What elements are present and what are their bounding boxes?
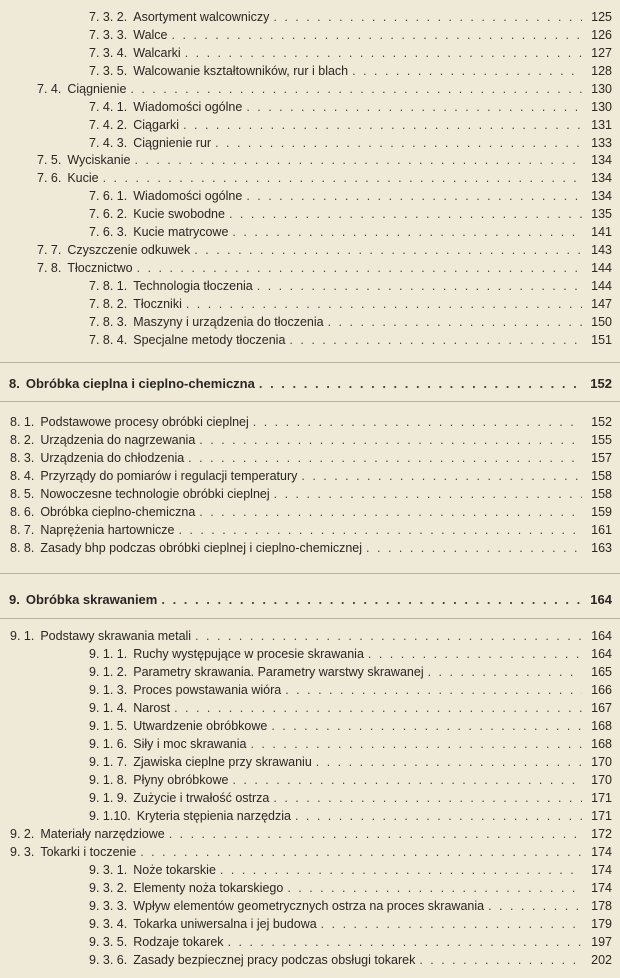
leader-dots (295, 806, 582, 826)
toc-entry (0, 770, 620, 790)
entry-page: 125 (591, 10, 612, 24)
entry-title: Wiadomości ogólne (133, 100, 243, 114)
toc-entry (0, 330, 620, 350)
leader-dots (186, 294, 582, 314)
leader-dots (488, 896, 582, 916)
entry-title: Wiadomości ogólne (133, 189, 243, 203)
chapter-number: 8. (9, 376, 20, 391)
leader-dots (134, 150, 582, 170)
leader-dots (257, 276, 582, 296)
leader-dots (232, 770, 582, 790)
toc-entry (0, 806, 620, 826)
entry-title: Wpływ elementów geometrycznych ostrza na proces skrawania (133, 899, 485, 913)
entry-page: 174 (591, 863, 612, 877)
entry-page: 174 (591, 881, 612, 895)
entry-number: 9. 3. 3. (89, 899, 128, 913)
entry-title: Czyszczenie odkuwek (67, 243, 191, 257)
toc-entry (0, 502, 620, 522)
section-divider (0, 618, 620, 619)
chapter-number: 9. (9, 592, 20, 607)
entry-number: 7. 8. (37, 261, 62, 275)
entry-number: 7. 4. 1. (89, 100, 128, 114)
toc-entry (0, 97, 620, 117)
leader-dots (185, 43, 582, 63)
entry-title: Walce (133, 28, 168, 42)
entry-number: 7. 8. 4. (89, 333, 128, 347)
toc-entry (0, 61, 620, 81)
entry-page: 166 (591, 683, 612, 697)
toc-entry (0, 860, 620, 880)
toc-entry (0, 662, 620, 682)
entry-title: Ciągnienie (67, 82, 127, 96)
entry-number: 7. 6. (37, 171, 62, 185)
entry-page: 131 (591, 118, 612, 132)
leader-dots (274, 484, 582, 504)
leader-dots (289, 330, 582, 350)
toc-entry (0, 538, 620, 558)
entry-number: 9. 1. 8. (89, 773, 128, 787)
entry-number: 7. 6. 3. (89, 225, 128, 239)
entry-number: 9. 1. (10, 629, 35, 643)
entry-page: 178 (591, 899, 612, 913)
chapter-title: Obróbka skrawaniem (25, 592, 158, 607)
toc-entry (0, 79, 620, 99)
leader-dots (259, 374, 582, 394)
leader-dots (232, 222, 582, 242)
entry-title: Asortyment walcowniczy (133, 10, 270, 24)
entry-title: Noże tokarskie (133, 863, 216, 877)
entry-number: 8. 2. (10, 433, 35, 447)
entry-page: 134 (591, 171, 612, 185)
toc-entry (0, 466, 620, 486)
entry-page: 171 (591, 791, 612, 805)
entry-number: 9. 1. 9. (89, 791, 128, 805)
leader-dots (169, 824, 582, 844)
toc-entry (0, 824, 620, 844)
entry-title: Zasady bhp podczas obróbki cieplnej i cieplno-chemicznej (40, 541, 363, 555)
entry-number: 8. 4. (10, 469, 35, 483)
entry-number: 7. 3. 5. (89, 64, 128, 78)
section-divider (0, 401, 620, 402)
entry-page: 158 (591, 487, 612, 501)
entry-number: 7. 5. (37, 153, 62, 167)
entry-title: Płyny obróbkowe (133, 773, 229, 787)
entry-title: Kryteria stępienia narzędzia (136, 809, 291, 823)
leader-dots (273, 7, 582, 27)
toc-entry (0, 950, 620, 970)
leader-dots (368, 644, 582, 664)
entry-page: 168 (591, 737, 612, 751)
entry-title: Zasady bezpiecznej pracy podczas obsługi tokarek (133, 953, 416, 967)
toc-entry (0, 258, 620, 278)
entry-title: Nowoczesne technologie obróbki cieplnej (40, 487, 270, 501)
entry-number: 7. 4. 2. (89, 118, 128, 132)
entry-number: 8. 3. (10, 451, 35, 465)
leader-dots (352, 61, 582, 81)
entry-title: Naprężenia hartownicze (40, 523, 175, 537)
entry-title: Wyciskanie (67, 153, 131, 167)
entry-page: 170 (591, 773, 612, 787)
entry-title: Siły i moc skrawania (133, 737, 247, 751)
leader-dots (246, 97, 582, 117)
leader-dots (183, 115, 582, 135)
leader-dots (316, 752, 582, 772)
leader-dots (195, 626, 582, 646)
leader-dots (130, 79, 582, 99)
leader-dots (188, 448, 582, 468)
entry-page: 144 (591, 261, 612, 275)
entry-page: 164 (591, 629, 612, 643)
entry-title: Kucie matrycowe (133, 225, 229, 239)
entry-title: Walcowanie kształtowników, rur i blach (133, 64, 349, 78)
entry-number: 7. 3. 2. (89, 10, 128, 24)
leader-dots (253, 412, 582, 432)
entry-title: Ciągnienie rur (133, 136, 212, 150)
toc-entry (0, 734, 620, 754)
entry-number: 7. 8. 1. (89, 279, 128, 293)
entry-page: 171 (591, 809, 612, 823)
entry-title: Walcarki (133, 46, 181, 60)
entry-number: 8. 7. (10, 523, 35, 537)
entry-page: 165 (591, 665, 612, 679)
toc-entry (0, 788, 620, 808)
toc-entry (0, 240, 620, 260)
entry-page: 126 (591, 28, 612, 42)
entry-page: 143 (591, 243, 612, 257)
entry-title: Urządzenia do nagrzewania (40, 433, 196, 447)
toc-entry (0, 626, 620, 646)
entry-title: Proces powstawania wióra (133, 683, 282, 697)
leader-dots (285, 680, 582, 700)
leader-dots (172, 25, 583, 45)
entry-page: 202 (591, 953, 612, 967)
toc-entry (0, 520, 620, 540)
leader-dots (161, 590, 582, 610)
entry-number: 9. 1. 4. (89, 701, 128, 715)
entry-title: Zużycie i trwałość ostrza (133, 791, 270, 805)
entry-page: 135 (591, 207, 612, 221)
leader-dots (321, 914, 582, 934)
toc-entry (0, 204, 620, 224)
toc-entry (0, 484, 620, 504)
toc-entry (0, 430, 620, 450)
leader-dots (174, 698, 582, 718)
entry-number: 8. 6. (10, 505, 35, 519)
leader-dots (271, 716, 582, 736)
leader-dots (229, 204, 582, 224)
entry-page: 170 (591, 755, 612, 769)
leader-dots (220, 860, 582, 880)
entry-title: Zjawiska cieplne przy skrawaniu (133, 755, 312, 769)
entry-number: 8. 5. (10, 487, 35, 501)
entry-page: 164 (591, 647, 612, 661)
leader-dots (366, 538, 582, 558)
entry-page: 151 (591, 333, 612, 347)
chapter-heading (0, 590, 620, 610)
entry-page: 130 (591, 100, 612, 114)
chapter-title: Obróbka cieplna i cieplno-chemiczna (25, 376, 255, 391)
entry-page: 161 (591, 523, 612, 537)
chapter-page: 152 (590, 376, 612, 391)
entry-title: Elementy noża tokarskiego (133, 881, 284, 895)
entry-title: Ciągarki (133, 118, 180, 132)
entry-page: 134 (591, 153, 612, 167)
entry-number: 7. 8. 3. (89, 315, 128, 329)
entry-page: 144 (591, 279, 612, 293)
entry-number: 7. 3. 3. (89, 28, 128, 42)
toc-entry (0, 186, 620, 206)
toc-entry (0, 914, 620, 934)
entry-number: 9. 1. 7. (89, 755, 128, 769)
entry-number: 8. 8. (10, 541, 35, 555)
entry-page: 197 (591, 935, 612, 949)
entry-title: Kucie swobodne (133, 207, 225, 221)
entry-title: Narost (133, 701, 171, 715)
entry-page: 134 (591, 189, 612, 203)
entry-title: Urządzenia do chłodzenia (40, 451, 185, 465)
entry-page: 128 (591, 64, 612, 78)
entry-number: 7. 4. 3. (89, 136, 128, 150)
entry-number: 9. 3. (10, 845, 35, 859)
leader-dots (137, 258, 582, 278)
entry-title: Podstawy skrawania metali (40, 629, 192, 643)
entry-page: 141 (591, 225, 612, 239)
toc-entry (0, 294, 620, 314)
entry-page: 167 (591, 701, 612, 715)
entry-page: 179 (591, 917, 612, 931)
toc-entry (0, 115, 620, 135)
entry-number: 9. 1. 2. (89, 665, 128, 679)
entry-title: Obróbka cieplno-chemiczna (40, 505, 196, 519)
entry-page: 174 (591, 845, 612, 859)
entry-page: 172 (591, 827, 612, 841)
toc-entry (0, 896, 620, 916)
entry-number: 8. 1. (10, 415, 35, 429)
entry-page: 150 (591, 315, 612, 329)
toc-entry (0, 412, 620, 432)
toc-entry (0, 932, 620, 952)
entry-page: 130 (591, 82, 612, 96)
leader-dots (194, 240, 582, 260)
toc-entry (0, 644, 620, 664)
leader-dots (419, 950, 582, 970)
entry-page: 133 (591, 136, 612, 150)
entry-title: Tłoczniki (133, 297, 182, 311)
entry-number: 9. 1. 5. (89, 719, 128, 733)
toc-entry (0, 168, 620, 188)
entry-page: 163 (591, 541, 612, 555)
entry-title: Tłocznictwo (67, 261, 133, 275)
entry-page: 147 (591, 297, 612, 311)
entry-page: 158 (591, 469, 612, 483)
chapter-page: 164 (590, 592, 612, 607)
entry-title: Tokarki i toczenie (40, 845, 137, 859)
toc-entry (0, 842, 620, 862)
entry-title: Rodzaje tokarek (133, 935, 224, 949)
entry-title: Parametry skrawania. Parametry warstwy skrawanej (133, 665, 424, 679)
entry-page: 168 (591, 719, 612, 733)
leader-dots (199, 430, 582, 450)
entry-title: Tokarka uniwersalna i jej budowa (133, 917, 317, 931)
toc-entry (0, 276, 620, 296)
entry-number: 9. 3. 6. (89, 953, 128, 967)
entry-title: Specjalne metody tłoczenia (133, 333, 286, 347)
chapter-heading (0, 374, 620, 394)
entry-number: 9. 3. 1. (89, 863, 128, 877)
toc-entry (0, 716, 620, 736)
toc-entry (0, 878, 620, 898)
entry-title: Podstawowe procesy obróbki cieplnej (40, 415, 249, 429)
entry-number: 7. 6. 2. (89, 207, 128, 221)
leader-dots (273, 788, 582, 808)
toc-entry (0, 448, 620, 468)
entry-title: Utwardzenie obróbkowe (133, 719, 268, 733)
entry-number: 9. 1. 6. (89, 737, 128, 751)
toc-entry (0, 150, 620, 170)
entry-title: Ruchy występujące w procesie skrawania (133, 647, 364, 661)
toc-entry (0, 698, 620, 718)
toc-entry (0, 312, 620, 332)
leader-dots (428, 662, 582, 682)
entry-page: 155 (591, 433, 612, 447)
toc-entry (0, 222, 620, 242)
leader-dots (199, 502, 582, 522)
entry-number: 7. 8. 2. (89, 297, 128, 311)
entry-page: 159 (591, 505, 612, 519)
entry-page: 127 (591, 46, 612, 60)
section-divider (0, 362, 620, 363)
entry-number: 9. 1.10. (89, 809, 131, 823)
entry-title: Przyrządy do pomiarów i regulacji temperatury (40, 469, 298, 483)
entry-title: Materiały narzędziowe (40, 827, 165, 841)
entry-title: Kucie (67, 171, 99, 185)
toc-entry (0, 43, 620, 63)
leader-dots (287, 878, 582, 898)
leader-dots (228, 932, 582, 952)
leader-dots (246, 186, 582, 206)
entry-title: Technologia tłoczenia (133, 279, 253, 293)
section-divider (0, 573, 620, 574)
leader-dots (328, 312, 582, 332)
leader-dots (178, 520, 582, 540)
toc-entry (0, 7, 620, 27)
leader-dots (250, 734, 582, 754)
entry-number: 9. 1. 3. (89, 683, 128, 697)
leader-dots (103, 168, 582, 188)
leader-dots (301, 466, 582, 486)
entry-number: 7. 7. (37, 243, 62, 257)
entry-number: 9. 3. 2. (89, 881, 128, 895)
entry-number: 7. 4. (37, 82, 62, 96)
entry-number: 9. 2. (10, 827, 35, 841)
entry-number: 7. 6. 1. (89, 189, 128, 203)
entry-page: 157 (591, 451, 612, 465)
leader-dots (140, 842, 582, 862)
entry-page: 152 (591, 415, 612, 429)
entry-number: 9. 3. 4. (89, 917, 128, 931)
entry-number: 7. 3. 4. (89, 46, 128, 60)
entry-number: 9. 3. 5. (89, 935, 128, 949)
toc-entry (0, 25, 620, 45)
entry-number: 9. 1. 1. (89, 647, 128, 661)
entry-title: Maszyny i urządzenia do tłoczenia (133, 315, 324, 329)
toc-entry (0, 680, 620, 700)
toc-entry (0, 752, 620, 772)
